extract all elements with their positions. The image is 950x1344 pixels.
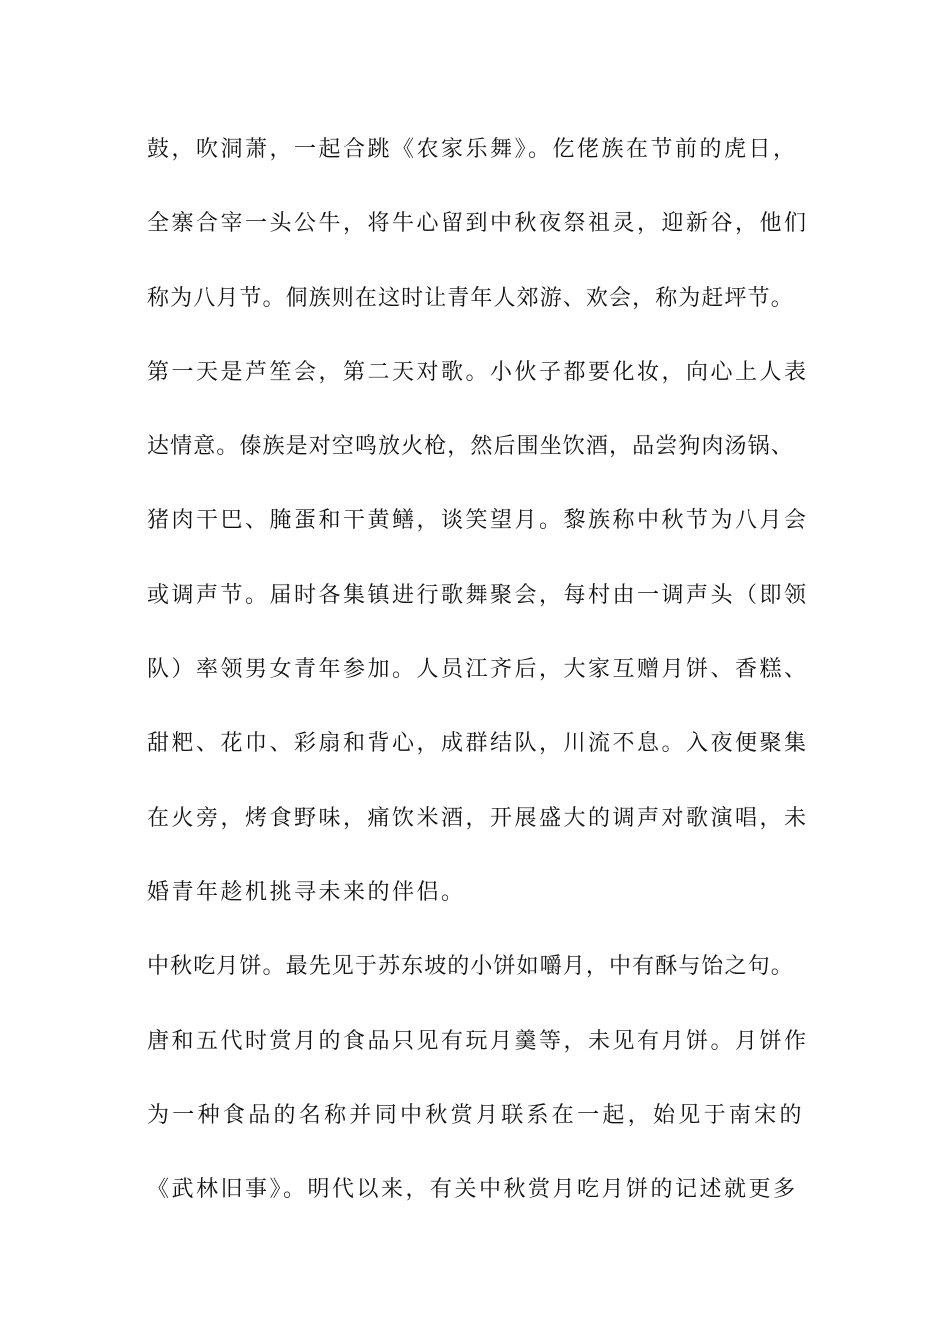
text-line: 为一种食品的名称并同中秋赏月联系在一起，始见于南宋的 [147, 1102, 805, 1128]
text-line: 达情意。傣族是对空鸣放火枪，然后围坐饮酒，品尝狗肉汤锅、 [147, 434, 794, 460]
text-line: 全寨合宰一头公牛，将牛心留到中秋夜祭祖灵，迎新谷，他们 [147, 211, 809, 237]
text-line: 中秋吃月饼。最先见于苏东坡的小饼如嚼月，中有酥与饴之句。 [147, 954, 794, 980]
text-line: 称为八月节。侗族则在这时让青年人郊游、欢会，称为赶坪节。 [147, 285, 794, 311]
body-text [147, 130, 827, 1244]
text-line: 第一天是芦笙会，第二天对歌。小伙子都要化妆，向心上人表 [147, 359, 809, 385]
text-line: 甜粑、花巾、彩扇和背心，成群结队，川流不息。入夜便聚集 [147, 731, 809, 757]
text-line: 猪肉干巴、腌蛋和干黄鳝，谈笑望月。黎族称中秋节为八月会 [147, 508, 809, 534]
text-line: 鼓，吹洞萧，一起合跳《农家乐舞》。仡佬族在节前的虎日， [147, 137, 798, 162]
text-line: 唐和五代时赏月的食品只见有玩月羹等，未见有月饼。月饼作 [147, 1028, 809, 1054]
text-line: 婚青年趁机挑寻未来的伴侣。 [147, 879, 466, 905]
text-line: 队）率领男女青年参加。人员江齐后，大家互赠月饼、香糕、 [147, 657, 809, 683]
text-line: 《武林旧事》。明代以来，有关中秋赏月吃月饼的记述就更多 [147, 1177, 798, 1203]
text-line: 或调声节。届时各集镇进行歌舞聚会，每村由一调声头（即领 [147, 582, 809, 608]
text-line: 在火旁，烤食野味，痛饮米酒，开展盛大的调声对歌演唱，未 [147, 805, 809, 831]
